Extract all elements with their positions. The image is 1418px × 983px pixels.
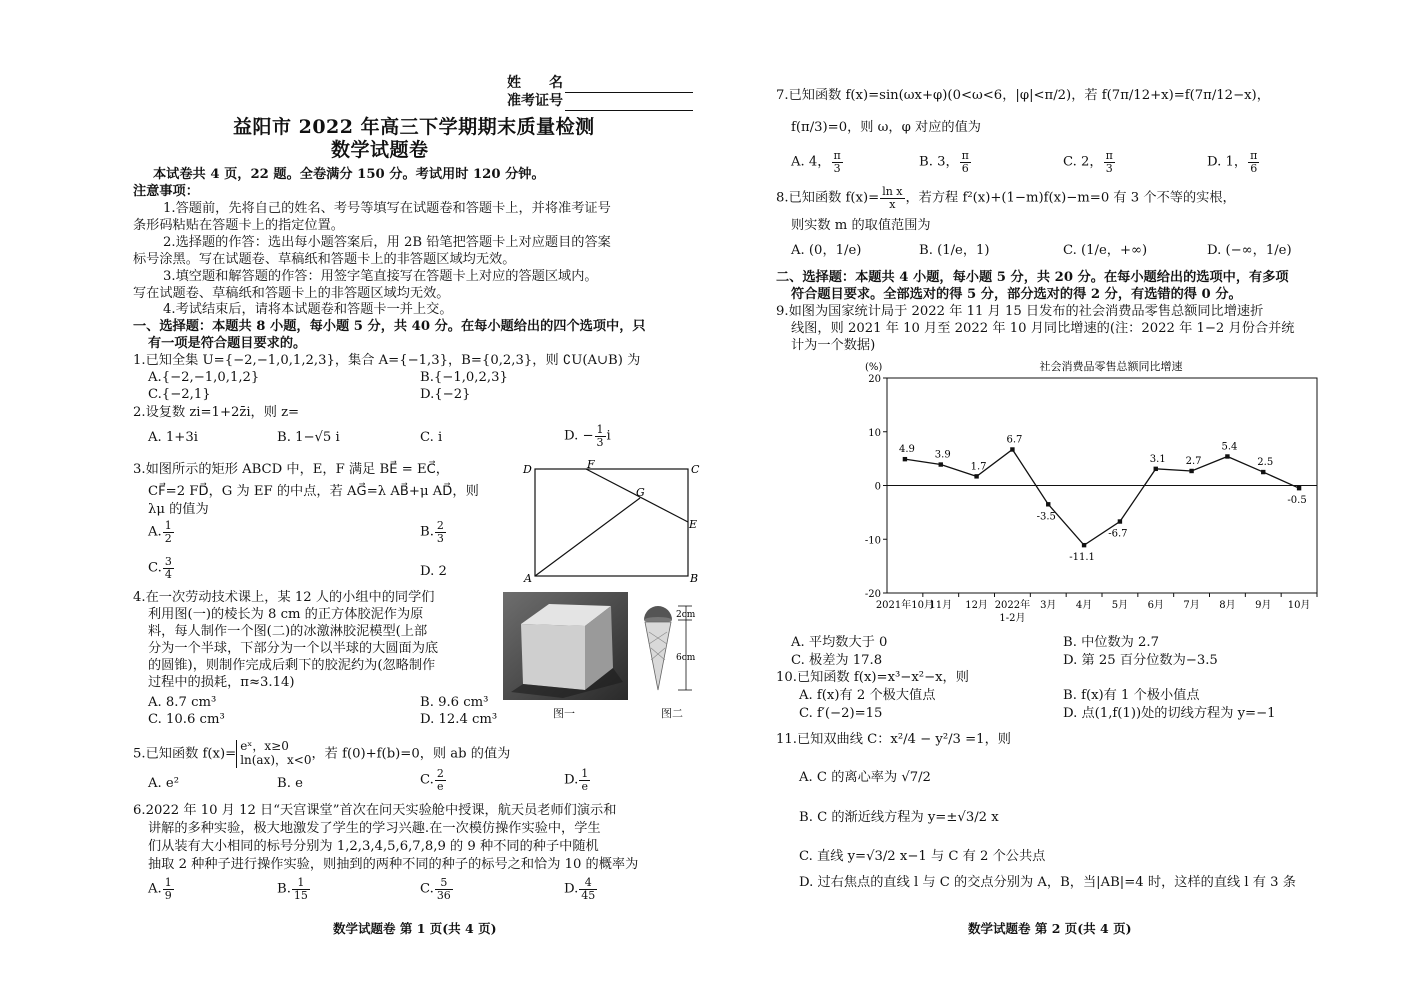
option-label: C. [148,560,162,576]
data-point [1010,447,1014,451]
numerator: 1 [581,767,589,780]
data-label: -6.7 [1108,528,1128,540]
y-tick-label: -20 [864,589,881,600]
section2-heading: 二、选择题：本题共 4 小题，每小题 5 分，共 20 分。在每小题给出的选项中，有多项 [776,270,1289,285]
q5-prefix: 5.已知函数 f(x)= [133,746,237,762]
data-point [1225,454,1229,458]
data-label: -0.5 [1287,495,1307,507]
q4-option-d[interactable]: D. 12.4 cm³ [420,712,498,727]
data-point [1046,502,1050,506]
hemisphere-height-label: 2cm [676,610,696,620]
denominator: 6 [961,161,969,175]
fraction [880,186,904,210]
x-tick-label: 2022年 1-2月 [994,600,1031,624]
option-label: D. [564,881,579,897]
q5-option-b[interactable]: B. e [277,776,303,791]
y-tick-label: 20 [868,374,881,385]
q4-option-b[interactable]: B. 9.6 cm³ [420,695,489,710]
numerator: 1 [596,423,604,436]
x-tick-label: 6月 [1147,600,1164,611]
option-label: A. [148,881,162,897]
data-point [939,462,943,466]
question-4-line: 分为一个半球，下部分为一个以半球的大圆面为底 [148,641,439,656]
numerator: 2 [436,767,444,780]
question-9-line: 线图，则 2021 年 10 月至 2022 年 10 月同比增速的(注：2022 年 1−2 月份合并统 [791,321,1295,336]
q8-prefix: 8.已知函数 f(x)= [776,190,880,206]
question-3-line: 3.如图所示的矩形 ABCD 中，E，F 满足 BE⃗ = EC⃗， [133,462,449,477]
point-c-label: C [691,463,700,476]
question-8 [776,186,1236,210]
notice-line: 2.选择题的作答：选出每小题答案后，用 2B 铅笔把答题卡上对应题目的答案 [163,235,611,250]
fig1-caption: 图一 [553,707,575,720]
piecewise-brace [236,740,311,768]
q3-option-a[interactable] [148,520,175,544]
denominator: 45 [581,888,596,902]
chart-series-line [905,449,1299,545]
numerator: π [833,149,841,162]
chart-y-ticks [865,374,887,600]
numerator: π [961,149,969,162]
numerator: 3 [164,555,172,568]
chart-y-axis-label: (%) [865,362,883,373]
question-6-line: 们从装有大小相同的标号分别为 1,2,3,4,5,6,7,8,9 的 9 种不同的种子中随机 [148,839,599,854]
question-5 [133,740,510,768]
question-1: 1.已知全集 U={−2,−1,0,1,2,3}，集合 A={−1,3}，B={0,2,3}，则 ∁U(A∪B) 为 [133,353,641,368]
fraction [1248,150,1259,174]
cube-photo [503,592,628,700]
data-label: 2.5 [1257,457,1274,469]
question-9-line: 计为一个数据) [791,338,876,353]
point-e-label: E [689,518,698,531]
question-3-line: CF⃗=2 FD⃗，G 为 EF 的中点，若 AG⃗=λ AB⃗+μ AD⃗，则 [148,484,479,499]
q7-option-c[interactable] [1063,150,1116,174]
question-4-line: 利用图(一)的棱长为 8 cm 的正方体胶泥作为原 [148,607,424,622]
x-tick-label: 2021年10月 [875,600,935,611]
q10-option-d[interactable]: D. 点(1,f(1))处的切线方程为 y=−1 [1063,706,1276,721]
section1-heading-cont: 有一项是符合题目要求的。 [148,336,307,351]
numerator: 1 [164,876,172,889]
q8-option-c[interactable]: C. (1/e，+∞) [1063,243,1148,258]
fig2-caption: 图二 [661,707,683,720]
option-label: B. 3， [919,154,959,170]
data-point [1154,467,1158,471]
option-label: D. [564,772,579,788]
q5-option-d[interactable] [564,768,591,792]
y-tick-label: 0 [874,481,881,493]
option-label: B. [277,881,291,897]
id-field-row [507,93,693,111]
q11-option-c[interactable]: C. 直线 y=√3/2 x−1 与 C 有 2 个公共点 [799,849,1046,864]
numerator: 4 [579,877,597,890]
piecewise-case-2: ln(ax)，x<0 [240,752,312,767]
point-a-label: A [524,572,532,585]
notice-line: 4.考试结束后，请将本试题卷和答题卡一并上交。 [163,302,453,317]
question-6-line: 6.2022 年 10 月 12 日“天宫课堂”首次在问天实验舱中授课，航天员老师们演示和 [133,803,617,818]
q1-option-b[interactable]: B.{−1,0,2,3} [420,370,508,385]
fraction [595,424,606,448]
data-label: -3.5 [1036,511,1056,523]
page-1-footer: 数学试题卷 第 1 页(共 4 页) [333,921,497,936]
data-label: 2.7 [1185,455,1202,467]
q9-option-b[interactable]: B. 中位数为 2.7 [1063,635,1159,650]
q5-suffix: ，若 f(0)+f(b)=0，则 ab 的值为 [311,746,511,762]
option-label: A. [148,524,162,540]
fraction [579,768,590,792]
question-8-cont: 则实数 m 的取值范围为 [791,218,931,233]
fraction [163,877,174,901]
data-label: -11.1 [1069,552,1095,564]
q2-option-b[interactable]: B. 1−√5 i [277,430,340,445]
data-point [1261,470,1265,474]
q2-option-d[interactable] [564,424,611,448]
fraction [960,150,971,174]
fraction [435,520,446,544]
icecream-figure [638,598,704,696]
denominator: 6 [1250,161,1258,175]
data-point [974,474,978,478]
numerator: ln x [882,185,903,198]
cone-height-label: 6cm [676,653,696,663]
data-point [1189,469,1193,473]
y-tick-label: 10 [868,427,881,439]
point-d-label: D [523,463,532,476]
q6-option-b[interactable] [277,877,311,901]
question-10: 10.已知函数 f(x)=x³−x²−x，则 [776,670,969,685]
option-label: B. [420,524,434,540]
numerator: 1 [292,877,310,890]
q10-option-c[interactable]: C. f′(−2)=15 [799,706,883,721]
fraction [163,556,174,580]
data-label: 3.9 [934,449,951,461]
q5-option-a[interactable]: A. e² [148,776,179,791]
notice-line: 写在试题卷、草稿纸和答题卡上的非答题区域均无效。 [133,286,450,301]
section1-heading: 一、选择题：本题共 8 小题，每小题 5 分，共 40 分。在每小题给出的四个选项中，只 [133,319,646,334]
q6-option-d[interactable] [564,877,598,901]
data-point [903,457,907,461]
q6-option-c[interactable] [420,877,454,901]
y-tick-label: -10 [864,535,881,547]
question-2: 2.设复数 zi=1+2z̄i，则 z= [133,405,300,420]
q1-option-c[interactable]: C.{−2,1} [148,387,211,402]
q2-option-d-tail: i [606,428,611,444]
denominator: 15 [293,888,308,902]
question-6-line: 抽取 2 种种子进行操作实验，则抽到的两种不同的种子的标号之和恰为 10 的概率为 [148,857,639,872]
q9-option-c[interactable]: C. 极差为 17.8 [791,653,883,668]
notice-line: 3.填空题和解答题的作答：用签字笔直接写在答题卡上对应的答题区域内。 [163,269,598,284]
piecewise-case-1: eˣ，x≥0 [240,739,289,753]
numerator: 1 [164,519,172,532]
notice-line: 标号涂黑。写在试题卷、草稿纸和答题卡上的非答题区域均无效。 [133,252,516,267]
section2-heading-cont: 符合题目要求。全部选对的得 5 分，部分选对的得 2 分，有选错的得 0 分。 [791,287,1242,302]
q5-option-c[interactable] [420,768,447,792]
q10-option-a[interactable]: A. f(x)有 2 个极大值点 [799,688,936,703]
page-2-footer: 数学试题卷 第 2 页(共 4 页) [968,921,1132,936]
q7-option-d[interactable] [1207,150,1260,174]
q4-option-a[interactable]: A. 8.7 cm³ [148,695,217,710]
fraction [292,877,310,901]
retail-sales-growth-chart [839,355,1329,635]
data-label: 1.7 [970,461,987,473]
exam-title: 益阳市 2022 年高三下学期期末质量检测 [233,116,595,138]
fraction [435,877,453,901]
q3-option-d[interactable]: D. 2 [420,564,447,579]
question-4-line: 过程中的损耗，π≈3.14) [148,675,295,690]
fraction [1104,150,1115,174]
q7-option-a[interactable] [791,150,844,174]
q1-option-a[interactable]: A.{−2,−1,0,1,2} [148,370,260,385]
q4-option-c[interactable]: C. 10.6 cm³ [148,712,225,727]
denominator: 36 [436,888,451,902]
notice-heading: 注意事项： [133,184,199,199]
denominator: e [581,779,589,793]
fraction [579,877,597,901]
q11-option-b[interactable]: B. C 的渐近线方程为 y=±√3/2 x [799,810,999,825]
data-label: 6.7 [1006,434,1023,446]
chart-title: 社会消费品零售总额同比增速 [1039,360,1183,373]
question-7-cont: f(π/3)=0，则 ω，φ 对应的值为 [791,120,981,135]
x-tick-label: 7月 [1183,600,1200,611]
data-point [1297,486,1301,490]
denominator: 3 [596,435,604,449]
question-9-line: 9.如图为国家统计局于 2022 年 11 月 15 日发布的社会消费品零售总额同比增速折 [776,304,1264,319]
q1-option-d[interactable]: D.{−2} [420,387,471,402]
question-11: 11.已知双曲线 C：x²/4 − y²/3 =1，则 [776,732,1011,747]
question-4-line: 料，每人制作一个图(二)的冰激淋胶泥模型(上部 [148,624,428,639]
name-blank[interactable] [565,79,693,93]
point-b-label: B [690,572,699,585]
question-6-line: 讲解的多种实验，极大地激发了学生的学习兴趣.在一次模仿操作实验中，学生 [148,821,601,836]
data-label: 5.4 [1221,441,1238,453]
denominator: x [889,197,896,211]
q3-option-b[interactable] [420,520,447,544]
option-label: C. [420,772,434,788]
denominator: e [437,779,444,793]
right-page [709,0,1418,983]
point-g-label: G [636,486,645,499]
option-label: C. [420,881,434,897]
q6-option-a[interactable] [148,877,175,901]
exam-subtitle: 数学试题卷 [331,139,429,161]
numerator: 2 [436,519,444,532]
q11-option-a[interactable]: A. C 的离心率为 √7/2 [799,770,931,785]
q11-option-d[interactable]: D. 过右焦点的直线 l 与 C 的交点分别为 A，B，当|AB|=4 时，这样的直线 l 有 3 条 [799,875,1296,890]
denominator: 2 [164,531,172,545]
denominator: 4 [164,567,172,581]
q2-option-d-label: D. − [564,428,594,444]
rectangle-figure [520,460,700,588]
numerator: π [1250,149,1258,162]
x-tick-label: 5月 [1111,600,1129,611]
x-tick-label: 3月 [1040,600,1057,611]
name-field-row [507,75,693,93]
x-tick-label: 12月 [965,600,988,611]
q3-option-c[interactable] [148,556,175,580]
fraction [832,150,843,174]
chart-points [899,434,1307,563]
data-point [1118,519,1122,523]
exam-intro: 本试卷共 4 页，22 题。全卷满分 150 分。考试用时 120 分钟。 [153,167,545,182]
denominator: 9 [164,888,172,902]
q8-suffix: ，若方程 f²(x)+(1−m)f(x)−m=0 有 3 个不等的实根， [905,190,1236,206]
question-3-line: λμ 的值为 [148,502,209,517]
denominator: 3 [436,531,444,545]
point-f-label: F [587,460,595,471]
option-label: C. 2， [1063,154,1103,170]
id-blank[interactable] [565,97,693,111]
x-tick-label: 10月 [1287,600,1311,611]
x-tick-label: 4月 [1075,600,1093,611]
q2-option-c[interactable]: C. i [420,430,443,445]
q9-option-a[interactable]: A. 平均数大于 0 [791,635,888,650]
name-label: 姓 名 [507,75,563,91]
chart-x-ticks [876,593,1317,624]
notice-line: 1.答题前，先将自己的姓名、考号等填写在试题卷和答题卡上，并将准考证号 [163,201,611,216]
data-point [1082,543,1086,547]
notice-line: 条形码粘贴在答题卡上的指定位置。 [133,218,344,233]
q7-option-b[interactable] [919,150,972,174]
x-tick-label: 8月 [1219,600,1236,611]
question-4-line: 的圆锥)，则制作完成后剩下的胶泥约为(忽略制作 [148,658,436,673]
q2-option-a[interactable]: A. 1+3i [148,430,198,445]
denominator: 3 [1105,161,1113,175]
numerator: 5 [435,877,453,890]
question-4-line: 4.在一次劳动技术课上，某 12 人的小组中的同学们 [133,590,435,605]
x-tick-label: 11月 [929,600,953,611]
question-7: 7.已知函数 f(x)=sin(ωx+φ)(0<ω<6，|φ|<π/2)，若 f(7π/12+x)=f(7π/12−x)， [776,88,1270,103]
denominator: 3 [833,161,841,175]
q8-option-b[interactable]: B. (1/e，1) [919,243,990,258]
q8-option-d[interactable]: D. (−∞，1/e) [1207,243,1292,258]
fraction [435,768,446,792]
data-label: 3.1 [1149,453,1166,465]
numerator: π [1105,149,1113,162]
option-label: A. 4， [791,154,831,170]
q9-option-d[interactable]: D. 第 25 百分位数为−3.5 [1063,653,1218,668]
id-label: 准考证号 [507,93,563,109]
data-label: 4.9 [898,444,915,456]
q10-option-b[interactable]: B. f(x)有 1 个极小值点 [1063,688,1200,703]
option-label: D. 1， [1207,154,1248,170]
q8-option-a[interactable]: A. (0，1/e) [791,243,862,258]
x-tick-label: 9月 [1255,600,1272,611]
fraction [163,520,174,544]
